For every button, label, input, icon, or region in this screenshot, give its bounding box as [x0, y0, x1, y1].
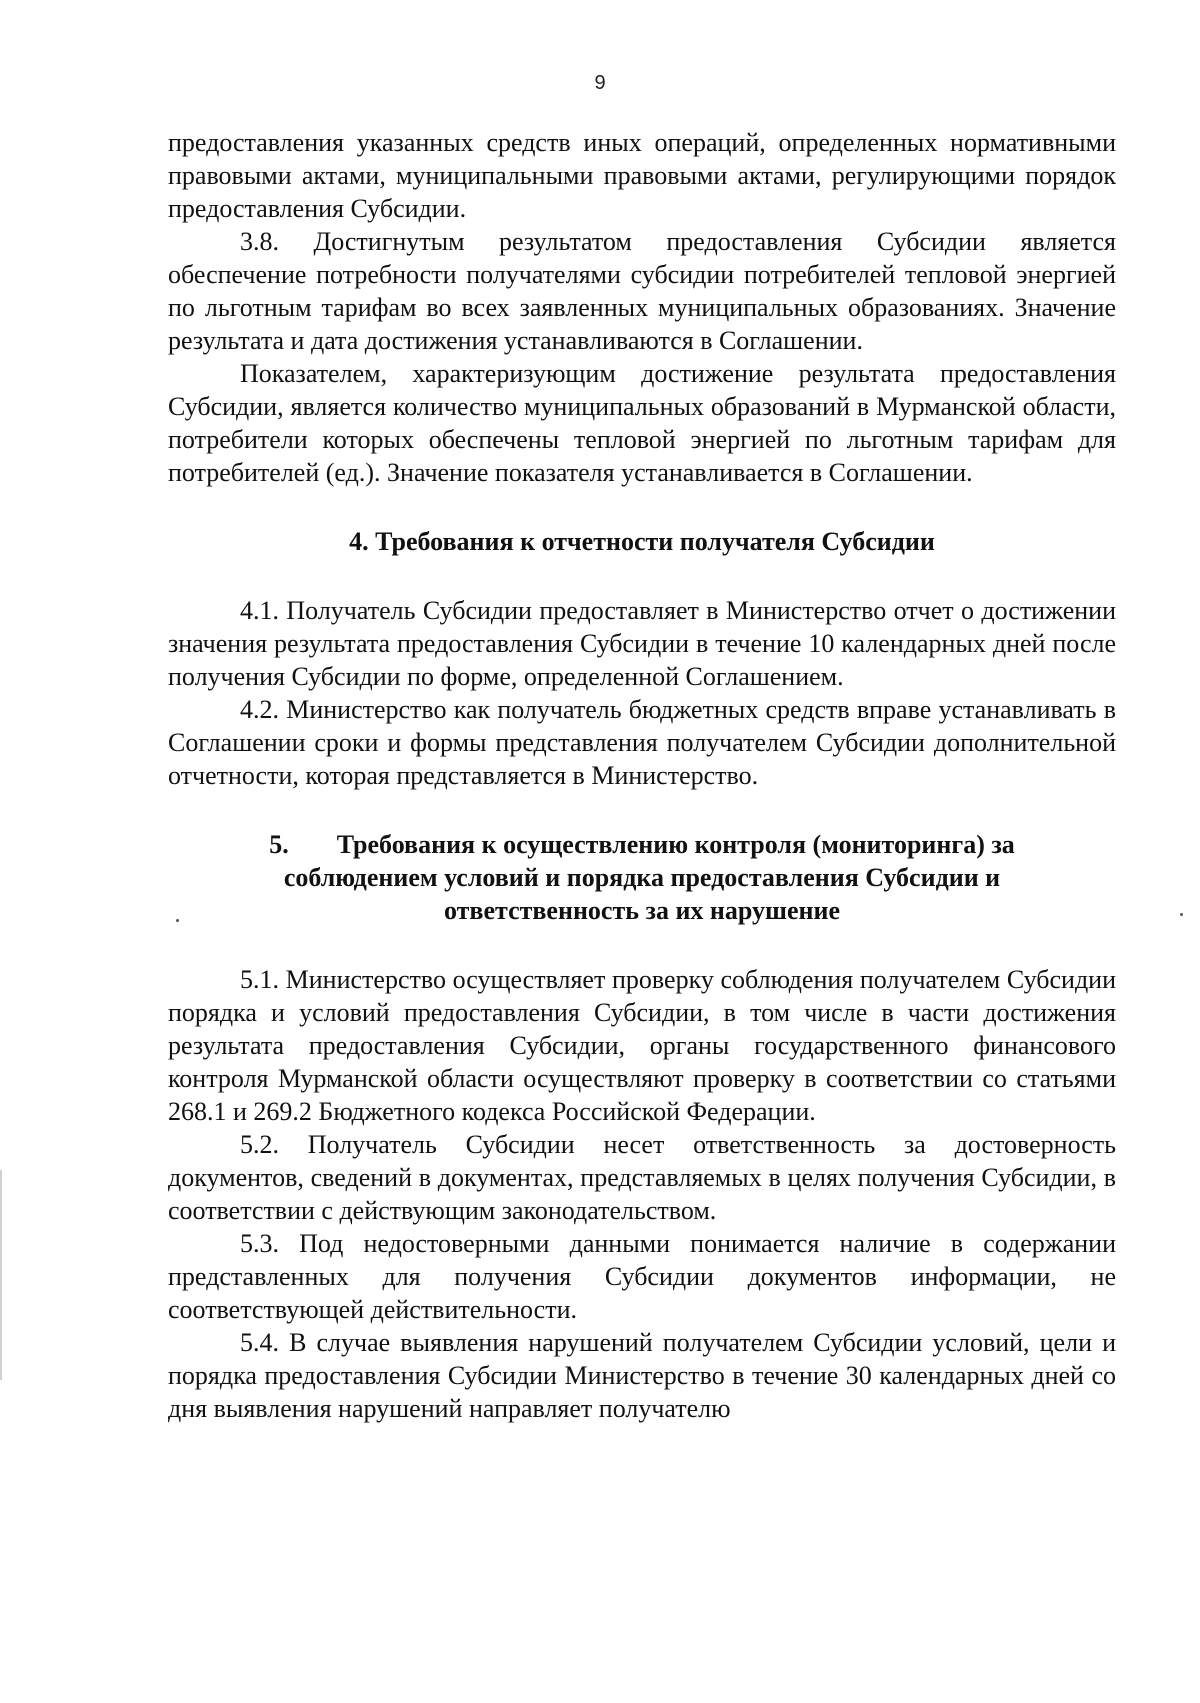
- paragraph-5-1: 5.1. Министерство осуществляет проверку соблюдения получателем Субсидии порядка и условий предоставления Субсидии, в том числе в части достижения результата предоставления Субсидии, органы государственного финансового контроля Мурманской области осуществляют проверку в соответствии со статьями 268.1 и 269.2 Бюджетного кодекса Российской Федерации.: [168, 965, 1116, 1126]
- scan-edge-mark: [0, 1170, 2, 1380]
- section-5-heading-line-1: [168, 828, 1116, 861]
- scan-speck: [1180, 913, 1183, 916]
- paragraph-continuation: предоставления указанных средств иных операций, определенных нормативными правовыми актами, муниципальными правовыми актами, регулирующими порядок предоставления Субсидии.: [168, 128, 1116, 223]
- spacer: [168, 792, 1116, 828]
- paragraph-4-1: 4.1. Получатель Субсидии предоставляет в Министерство отчет о достижении значения результата предоставления Субсидии в течение 10 календарных дней после получения Субсидии по форме, определенной Соглашением.: [168, 596, 1116, 691]
- scan-speck: [176, 919, 179, 922]
- section-5-heading-line-2: соблюдением условий и порядка предоставления Субсидии и: [283, 863, 1001, 892]
- paragraph-4-2: 4.2. Министерство как получатель бюджетных средств вправе устанавливать в Соглашении сроки и формы представления получателем Субсидии дополнительной отчетности, которая представляется в Министерство.: [168, 695, 1116, 790]
- paragraph-5-4: 5.4. В случае выявления нарушений получателем Субсидии условий, цели и порядка предоставления Субсидии Министерство в течение 30 календарных дней со дня выявления нарушений направляет получателю: [168, 1328, 1116, 1423]
- section-5-heading-text-1: Требования к осуществлению контроля (мониторинга) за: [336, 830, 1015, 859]
- spacer: [168, 927, 1116, 963]
- section-5-heading-line-3: ответственность за их нарушение: [443, 896, 841, 925]
- page-number: 9: [594, 72, 606, 94]
- document-body: [168, 126, 1116, 1425]
- spacer: [168, 489, 1116, 525]
- paragraph-3-8: 3.8. Достигнутым результатом предоставления Субсидии является обеспечение потребности получателями субсидии потребителей тепловой энергией по льготным тарифам во всех заявленных муниципальных образованиях. Значение результата и дата достижения устанавливаются в Соглашении.: [168, 227, 1116, 355]
- paragraph-indicator: Показателем, характеризующим достижение результата предоставления Субсидии, является количество муниципальных образований в Мурманской области, потребители которых обеспечены тепловой энергией по льготным тарифам для потребителей (ед.). Значение показателя устанавливается в Соглашении.: [168, 359, 1116, 487]
- paragraph-5-2: 5.2. Получатель Субсидии несет ответственность за достоверность документов, сведений в документах, представляемых в целях получения Субсидии, в соответствии с действующим законодательством.: [168, 1130, 1116, 1225]
- spacer: [168, 558, 1116, 594]
- section-5-number: 5.: [269, 830, 289, 859]
- section-5-heading: [168, 828, 1116, 927]
- paragraph-5-3: 5.3. Под недостоверными данными понимается наличие в содержании представленных для получения Субсидии документов информации, не соответствующей действительности.: [168, 1229, 1116, 1324]
- section-4-heading: 4. Требования к отчетности получателя Субсидии: [349, 527, 935, 556]
